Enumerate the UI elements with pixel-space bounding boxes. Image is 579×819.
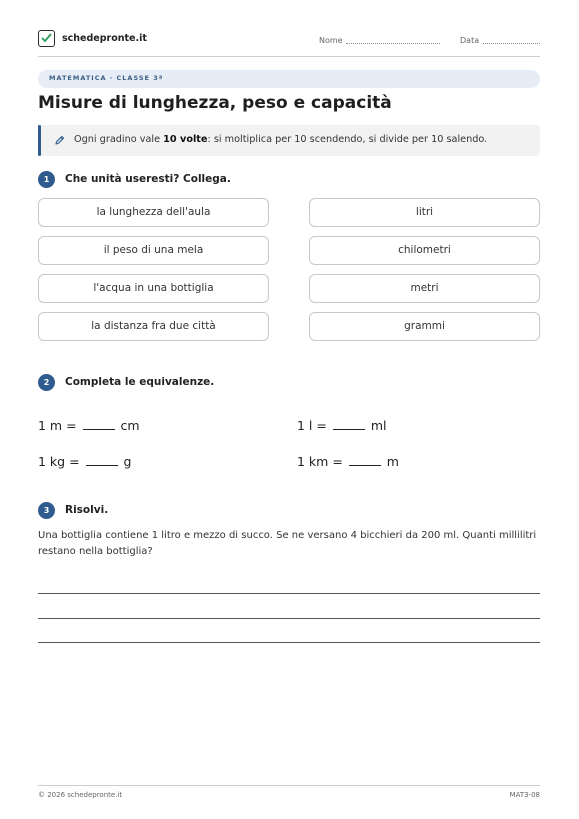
name-field[interactable] (346, 43, 440, 44)
date-field[interactable] (483, 43, 540, 44)
match-right-item[interactable]: grammi (309, 312, 540, 341)
answer-line[interactable] (38, 593, 540, 594)
match-left-item[interactable]: il peso di una mela (38, 236, 269, 265)
answer-line[interactable] (38, 618, 540, 619)
logo-icon (38, 30, 55, 47)
question-number-3: 3 (38, 502, 55, 519)
problem-text: Una bottiglia contiene 1 litro e mezzo di succo. Se ne versano 4 bicchieri da 200 ml. Quanti millilitri restano nella bottiglia? (38, 530, 537, 557)
question-title-2: Completa le equivalenze. (65, 376, 215, 388)
match-right-item[interactable]: litri (309, 198, 540, 227)
footer-code: MAT3-08 (509, 791, 540, 799)
footer-copyright: © 2026 schedepronte.it (38, 791, 123, 799)
question-number-1: 1 (38, 171, 55, 188)
answer-blank[interactable] (349, 455, 381, 466)
equivalence-item: 1 l = ml (297, 418, 387, 433)
question-title-1: Che unità useresti? Collega. (65, 173, 231, 185)
match-left-item[interactable]: la distanza fra due città (38, 312, 269, 341)
equivalence-item: 1 m = cm (38, 418, 140, 433)
match-left-item[interactable]: l'acqua in una bottiglia (38, 274, 269, 303)
answer-blank[interactable] (86, 455, 118, 466)
answer-line[interactable] (38, 642, 540, 643)
site-name: schedepronte.it (62, 33, 147, 44)
match-right-item[interactable]: chilometri (309, 236, 540, 265)
answer-blank[interactable] (333, 419, 365, 430)
page-title: Misure di lunghezza, peso e capacità (38, 93, 392, 113)
subject-tag-label: MATEMATICA · CLASSE 3ª (49, 74, 164, 82)
hint-box (38, 125, 540, 156)
hint-accent-bar (38, 125, 41, 156)
header-divider (38, 56, 540, 57)
match-right-item[interactable]: metri (309, 274, 540, 303)
subject-tag (38, 70, 540, 88)
question-number-2: 2 (38, 374, 55, 391)
equivalence-item: 1 km = m (297, 454, 399, 469)
pencil-icon (54, 135, 65, 146)
footer-divider (38, 785, 540, 786)
name-label: Nome (319, 36, 343, 45)
question-title-3: Risolvi. (65, 504, 109, 516)
date-label: Data (460, 36, 480, 45)
equivalence-item: 1 kg = g (38, 454, 132, 469)
hint-text: Ogni gradino vale 10 volte: si moltiplica per 10 scendendo, si divide per 10 salendo. (74, 134, 488, 145)
answer-blank[interactable] (83, 419, 115, 430)
match-left-item[interactable]: la lunghezza dell'aula (38, 198, 269, 227)
